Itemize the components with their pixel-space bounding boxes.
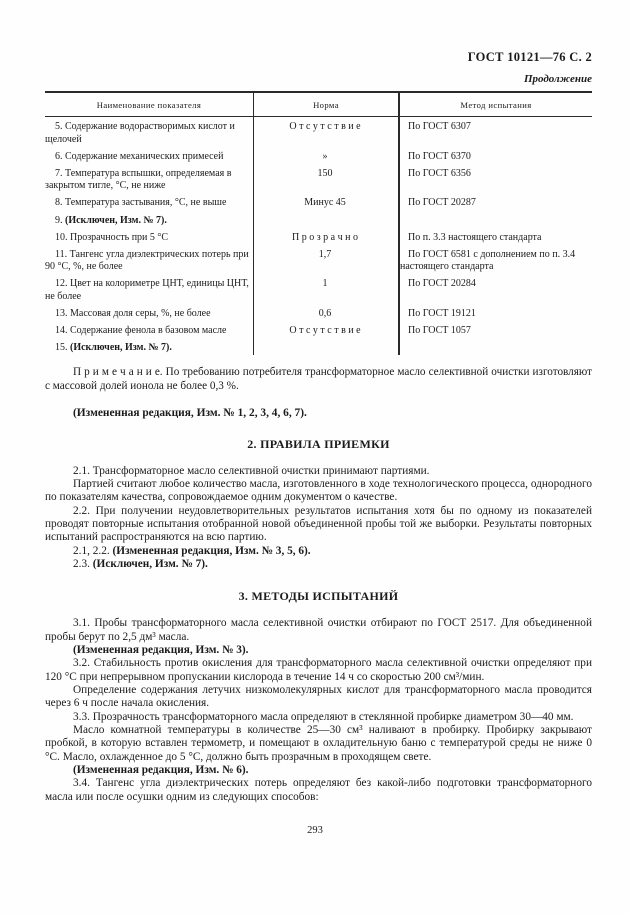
paragraph-text: 3.4. Тангенс угла диэлектрических потерь определяют без какой-либо подготовки трансформаторного масла или после осушки одним из следующих способов: <box>45 777 592 803</box>
table-cell-norm <box>253 338 398 355</box>
body-paragraph <box>45 724 592 764</box>
row-number: 13. <box>55 307 68 319</box>
body-paragraph <box>45 505 592 545</box>
table-cell-method: По ГОСТ 19121 <box>398 304 592 321</box>
paragraph-text: 2.1. Трансформаторное масло селективной очистки принимают партиями. <box>73 464 430 477</box>
body-paragraph <box>45 711 592 724</box>
table-cell-norm: 0,6 <box>253 304 398 321</box>
table-header-method: Метод испытания <box>398 93 592 117</box>
section-paragraphs <box>45 465 592 572</box>
row-name: Содержание механических примесей <box>65 150 224 162</box>
table-cell-name <box>45 274 253 303</box>
table-cell-norm: 1,7 <box>253 245 398 274</box>
table-cell-method: По п. 3.3 настоящего стандарта <box>398 228 592 245</box>
amendment-text: (Измененная редакция, Изм. № 6). <box>73 763 249 776</box>
row-number: 12. <box>55 278 68 290</box>
body-paragraph <box>45 545 592 558</box>
paragraph-text: 2.3. <box>73 558 93 571</box>
row-number: 15. <box>55 342 68 354</box>
table-cell-method: По ГОСТ 6307 <box>398 117 592 146</box>
row-number: 14. <box>55 324 68 336</box>
paragraph-text: 3.2. Стабильность против окисления для трансформаторного масла селективной очистки определяют при 120 °С при непрерывном пропускании кислорода в течение 14 ч со скоростью 200 см³/мин. <box>45 657 592 683</box>
body-paragraph <box>45 684 592 711</box>
document-header: ГОСТ 10121—76 С. 2 <box>467 50 592 64</box>
paragraph-text: Партией считают любое количество масла, изготовленного в ходе технологического процесса, однородного по показателям качества, сопровождаемое одним документом о качестве. <box>45 478 592 504</box>
table-cell-method: По ГОСТ 20284 <box>398 274 592 303</box>
table-cell-method: По ГОСТ 6581 с дополнением по п. 3.4 настоящего стандарта <box>398 245 592 274</box>
table-cell-name <box>45 211 253 228</box>
table-cell-method: По ГОСТ 6370 <box>398 147 592 164</box>
row-name: (Исключен, Изм. № 7). <box>70 342 172 354</box>
body-paragraph <box>45 478 592 505</box>
table-cell-name <box>45 245 253 274</box>
row-number: 7. <box>55 168 63 180</box>
row-name: Температура вспышки, определяемая в закрытом тигле, °С, не ниже <box>45 168 232 192</box>
table-cell-name <box>45 321 253 338</box>
row-name: Цвет на колориметре ЦНТ, единицы ЦНТ, не более <box>45 278 249 302</box>
paragraph-text: Масло комнатной температуры в количестве 25—30 см³ наливают в пробирку. Пробирку закрывают пробкой, в которую вставлен термометр, и помещают в охладительную баню с температурой среды не ниже 0 °С. Масло, охлажденное до 5 °С, должно быть прозрачным в проходящем свете. <box>45 723 592 763</box>
paragraph-text: Определение содержания летучих низкомолекулярных кислот для трансформаторного масла проводится через 6 ч после начала окисления. <box>45 684 592 710</box>
spec-table <box>45 91 592 355</box>
table-cell-norm: 1 <box>253 274 398 303</box>
paragraph-text: 2.2. При получении неудовлетворительных результатов испытания хотя бы по одному из показателей проводят повторные испытания отобранной новой объединенной пробы той же выборки. Результаты повторных испытаний распространяются на всю партию. <box>45 504 592 544</box>
section-title: 3. МЕТОДЫ ИСПЫТАНИЙ <box>238 589 399 604</box>
section-paragraphs <box>45 617 592 804</box>
row-number: 6. <box>55 150 63 162</box>
table-header-norm: Норма <box>253 93 398 117</box>
amendment-line: (Измененная редакция, Изм. № 1, 2, 3, 4, 6, 7). <box>73 406 307 419</box>
page-content <box>45 50 592 804</box>
table-cell-name <box>45 147 253 164</box>
body-paragraph <box>45 777 592 804</box>
row-number: 10. <box>55 231 68 243</box>
table-cell-method: По ГОСТ 20287 <box>398 193 592 210</box>
row-name: Тангенс угла диэлектрических потерь при 90 °С, %, не более <box>45 248 249 273</box>
paragraph-text: 3.1. Пробы трансформаторного масла селективной очистки отбирают по ГОСТ 2517. Для объединенной пробы берут по 2,5 дм³ масла. <box>45 617 592 643</box>
table-cell-norm: 150 <box>253 164 398 193</box>
body-paragraph <box>45 617 592 644</box>
table-cell-name <box>45 304 253 321</box>
amendment-text: (Исключен, Изм. № 7). <box>92 558 208 571</box>
table-cell-name <box>45 164 253 193</box>
section-pravila-priemki <box>45 437 592 572</box>
table-header-name: Наименование показателя <box>45 93 253 117</box>
paragraph-text: 3.3. Прозрачность трансформаторного масла определяют в стеклянной пробирке диаметром 30—40 мм. <box>73 710 574 723</box>
body-paragraph <box>45 644 592 657</box>
table-cell-method <box>398 338 592 355</box>
table-cell-norm: О т с у т с т в и е <box>253 321 398 338</box>
row-name: Прозрачность при 5 °С <box>70 231 169 243</box>
amendment-text: (Измененная редакция, Изм. № 3, 5, 6). <box>112 544 311 557</box>
body-paragraph <box>45 465 592 478</box>
table-cell-norm <box>253 211 398 228</box>
row-number: 5. <box>55 121 63 133</box>
table-cell-name <box>45 117 253 146</box>
row-name: Содержание фенола в базовом масле <box>70 324 227 336</box>
continuation-label: Продолжение <box>523 73 592 85</box>
row-number: 8. <box>55 197 63 209</box>
section-metody-ispytaniy <box>45 589 592 804</box>
table-cell-method: По ГОСТ 6356 <box>398 164 592 193</box>
body-paragraph <box>45 657 592 684</box>
table-cell-name <box>45 193 253 210</box>
row-name: Массовая доля серы, %, не более <box>70 307 211 319</box>
section-title: 2. ПРАВИЛА ПРИЕМКИ <box>247 436 390 451</box>
row-name: Содержание водорастворимых кислот и щелочей <box>45 121 235 145</box>
table-cell-name <box>45 338 253 355</box>
body-paragraph <box>45 558 592 571</box>
row-name: Температура застывания, °С, не выше <box>65 197 227 209</box>
note-paragraph: П р и м е ч а н и е. По требованию потребителя трансформаторное масло селективной очистки изготовляют с массовой долей ионола не более 0,3 %. <box>45 366 592 392</box>
row-name: (Исключен, Изм. № 7). <box>65 214 167 226</box>
row-number: 9. <box>55 214 63 226</box>
table-cell-norm: О т с у т с т в и е <box>253 117 398 146</box>
page-number: 293 <box>307 825 323 836</box>
table-cell-name <box>45 228 253 245</box>
table-cell-norm: П р о з р а ч н о <box>253 228 398 245</box>
table-cell-norm: Минус 45 <box>253 193 398 210</box>
table-cell-method <box>398 211 592 228</box>
row-number: 11. <box>55 248 68 260</box>
body-paragraph <box>45 764 592 777</box>
table-cell-norm: » <box>253 147 398 164</box>
table-cell-method: По ГОСТ 1057 <box>398 321 592 338</box>
amendment-text: (Измененная редакция, Изм. № 3). <box>73 644 249 657</box>
paragraph-text: 2.1, 2.2. <box>73 544 113 557</box>
